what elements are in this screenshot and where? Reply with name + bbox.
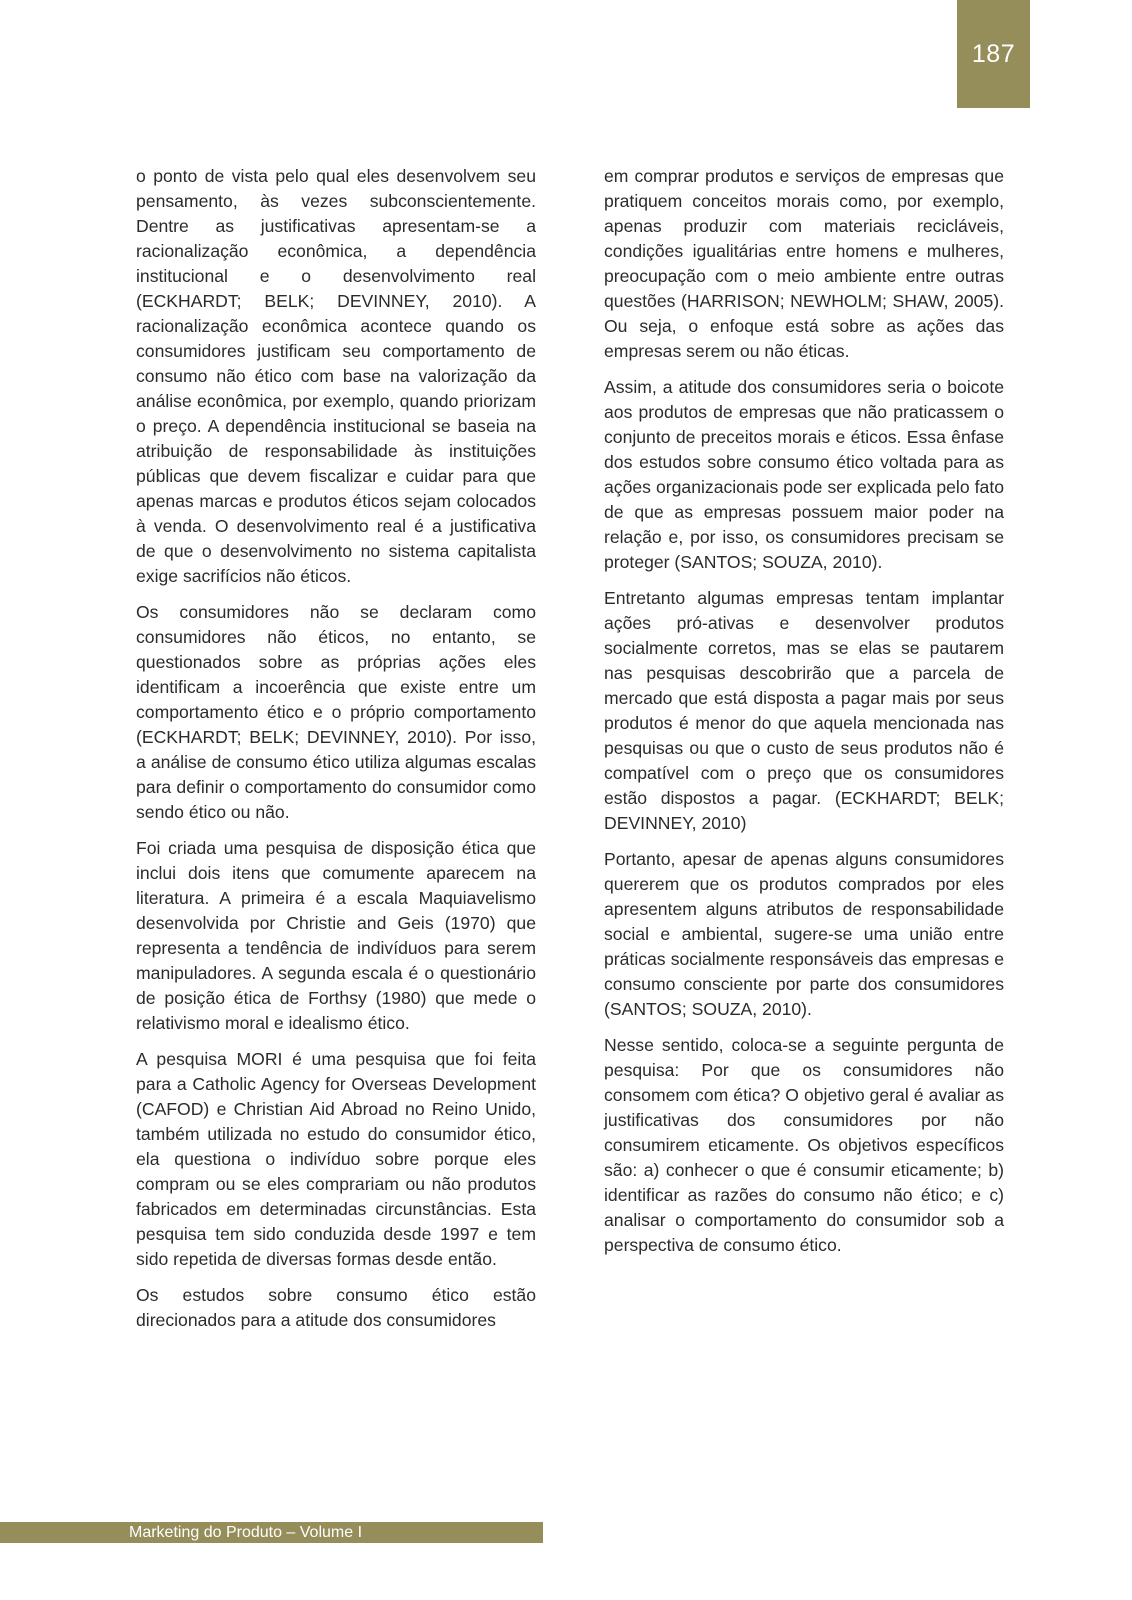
paragraph: Nesse sentido, coloca-se a seguinte pergunta de pesquisa: Por que os consumidores não consomem com ética? O objetivo geral é avaliar as justificativas dos consumidores por não consumirem eticamente. Os objetivos específicos são: a) conhecer o que é consumir eticamente; b) identificar as razões do consumo não ético; e c) analisar o comportamento do consumidor sob a perspectiva de consumo ético. [604, 1035, 1004, 1255]
paragraph: Foi criada uma pesquisa de disposição ética que inclui dois itens que comumente aparecem na literatura. A primeira é a escala Maquiavelismo desenvolvida por Christie and Geis (1970) que representa a tendência de indivíduos para serem manipuladores. A segunda escala é o questionário de posição ética de Forthsy (1980) que mede o relativismo moral e idealismo ético. [136, 838, 536, 1033]
footer-bar [0, 1522, 543, 1543]
paragraph: em comprar produtos e serviços de empresas que pratiquem conceitos morais como, por exemplo, apenas produzir com materiais recicláveis, condições igualitárias entre homens e mulheres, preocupação com o meio ambiente entre outras questões (HARRISON; NEWHOLM; SHAW, 2005). Ou seja, o enfoque está sobre as ações das empresas serem ou não éticas. [604, 166, 1004, 361]
page-number: 187 [971, 39, 1016, 68]
paragraph: Os estudos sobre consumo ético estão direcionados para a atitude dos consumidores [136, 1285, 536, 1330]
page-number-tab [957, 0, 1030, 108]
paragraph: Portanto, apesar de apenas alguns consumidores quererem que os produtos comprados por eles apresentem alguns atributos de responsabilidade social e ambiental, sugere-se uma união entre práticas socialmente responsáveis das empresas e consumo consciente por parte dos consumidores (SANTOS; SOUZA, 2010). [604, 849, 1004, 1019]
footer-title: Marketing do Produto – Volume I [129, 1524, 363, 1541]
right-column [604, 164, 1004, 1269]
paragraph: o ponto de vista pelo qual eles desenvolvem seu pensamento, às vezes subconscientemente. Dentre as justificativas apresentam-se a racionalização econômica, a dependência institucional e o desenvolvimento real (ECKHARDT; BELK; DEVINNEY, 2010). A racionalização econômica acontece quando os consumidores justificam seu comportamento de consumo não ético com base na valorização da análise econômica, por exemplo, quando priorizam o preço. A dependência institucional se baseia na atribuição de responsabilidade às instituições públicas que devem fiscalizar e cuidar para que apenas marcas e produtos éticos sejam colocados à venda. O desenvolvimento real é a justificativa de que o desenvolvimento no sistema capitalista exige sacrifícios não éticos. [136, 166, 536, 586]
paragraph: Assim, a atitude dos consumidores seria o boicote aos produtos de empresas que não praticassem o conjunto de preceitos morais e éticos. Essa ênfase dos estudos sobre consumo ético voltada para as ações organizacionais pode ser explicada pelo fato de que as empresas possuem maior poder na relação e, por isso, os consumidores precisam se proteger (SANTOS; SOUZA, 2010). [604, 377, 1004, 572]
paragraph: Entretanto algumas empresas tentam implantar ações pró-ativas e desenvolver produtos socialmente corretos, mas se elas se pautarem nas pesquisas descobrirão que a parcela de mercado que está disposta a pagar mais por seus produtos é menor do que aquela mencionada nas pesquisas ou que o custo de seus produtos não é compatível com o preço que os consumidores estão dispostos a pagar. (ECKHARDT; BELK; DEVINNEY, 2010) [604, 588, 1004, 833]
paragraph: A pesquisa MORI é uma pesquisa que foi feita para a Catholic Agency for Overseas Development (CAFOD) e Christian Aid Abroad no Reino Unido, também utilizada no estudo do consumidor ético, ela questiona o indivíduo sobre porque eles compram ou se eles comprariam ou não produtos fabricados em determinadas circunstâncias. Esta pesquisa tem sido conduzida desde 1997 e tem sido repetida de diversas formas desde então. [136, 1049, 536, 1269]
paragraph: Os consumidores não se declaram como consumidores não éticos, no entanto, se questionados sobre as próprias ações eles identificam a incoerência que existe entre um comportamento ético e o próprio comportamento (ECKHARDT; BELK; DEVINNEY, 2010). Por isso, a análise de consumo ético utiliza algumas escalas para definir o comportamento do consumidor como sendo ético ou não. [136, 602, 536, 822]
left-column [136, 164, 536, 1344]
